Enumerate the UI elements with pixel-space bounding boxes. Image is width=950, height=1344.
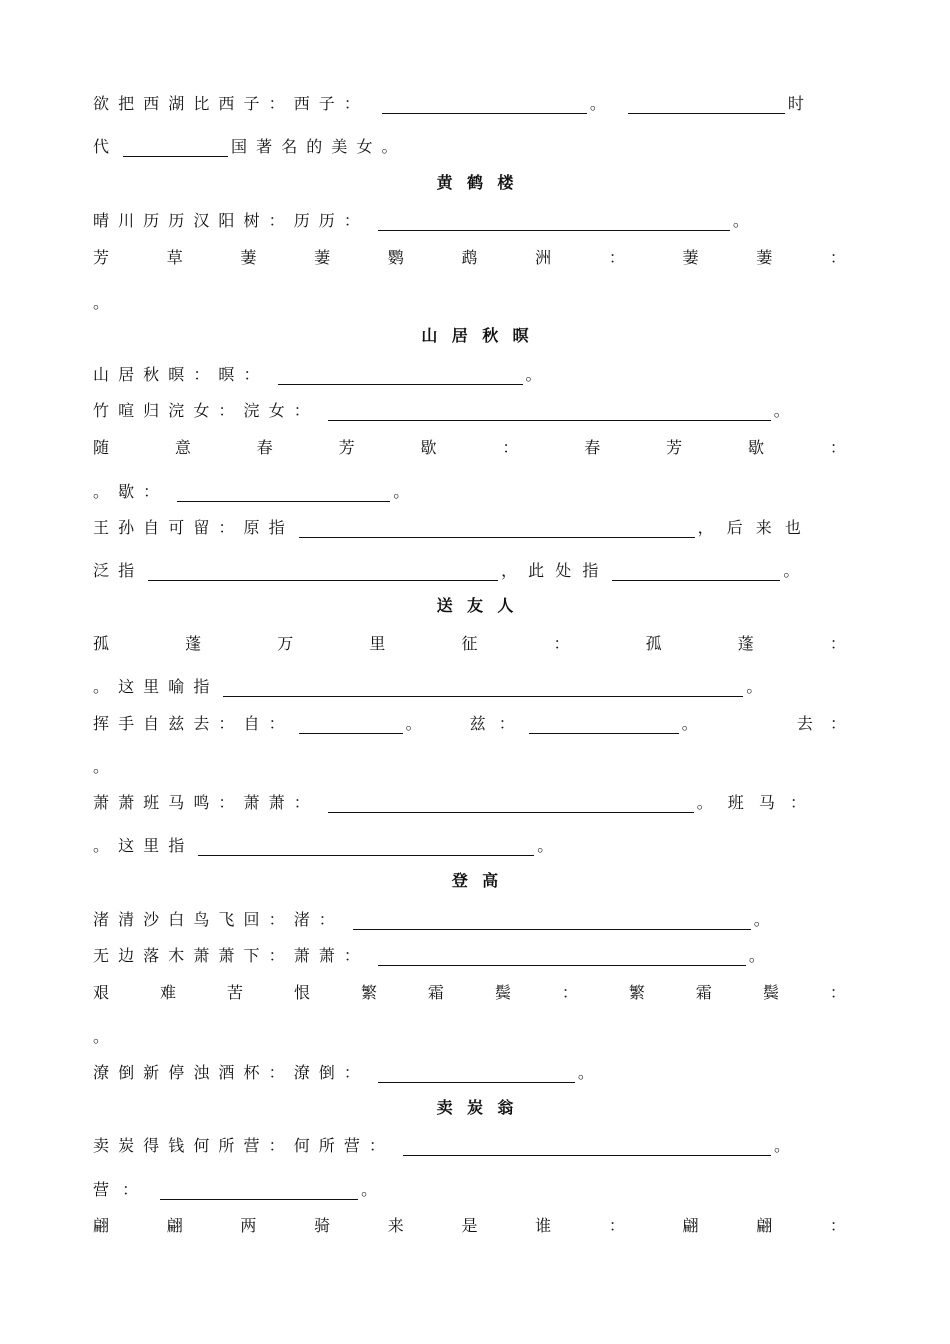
punctuation: 。 [393, 482, 410, 501]
section-title-songyouren: 送友人 [436, 596, 528, 615]
question-char: 蓬 [737, 634, 754, 653]
question-text: 营 ： [93, 1180, 139, 1199]
question-char: 蓬 [185, 634, 202, 653]
question-char: 随 [93, 438, 110, 457]
punctuation: 。 [589, 94, 606, 113]
question-char: 征 [461, 634, 478, 653]
answer-blank[interactable] [160, 1181, 358, 1200]
answer-blank[interactable] [177, 483, 390, 502]
question-text: 。 这 里 喻 指 [93, 677, 210, 696]
punctuation: 。 [93, 1027, 110, 1046]
question-char: ： [561, 983, 578, 1002]
answer-blank[interactable] [328, 402, 771, 421]
question-liaodao [93, 1057, 846, 1083]
question-char: ： [829, 248, 846, 267]
section-title-huanghelou: 黄鹤楼 [436, 173, 528, 192]
question-char: 繁 [628, 983, 645, 1002]
question-char: 繁 [360, 983, 377, 1002]
punctuation: 。 [773, 401, 790, 420]
question-text: 晴 川 历 历 汉 阳 树 ： 历 历 ： [93, 211, 360, 230]
punctuation: 。 [753, 910, 770, 929]
section-title-shanjuqiuming: 山居秋暝 [421, 326, 543, 345]
question-xiaoxiao-banma [93, 787, 846, 813]
punctuation: 。 [537, 836, 554, 855]
question-ming [93, 359, 846, 385]
punctuation: 。 [93, 293, 110, 312]
question-char: 春 [256, 438, 273, 457]
answer-blank[interactable] [612, 562, 780, 581]
question-char: 萋 [756, 248, 773, 267]
punctuation: 。 [783, 561, 800, 580]
answer-blank[interactable] [529, 715, 679, 734]
question-text: 去 ： [796, 714, 846, 733]
question-ying [93, 1174, 846, 1200]
question-char: ： [829, 438, 846, 457]
question-char: 来 [387, 1216, 404, 1235]
section-title-maitanweng: 卖炭翁 [436, 1098, 528, 1117]
punctuation: 。 [525, 365, 542, 384]
question-gupeng-meaning [93, 671, 846, 697]
question-text: 时 [787, 94, 804, 113]
question-char: 翩 [682, 1216, 699, 1235]
question-char: 恨 [293, 983, 310, 1002]
question-char: 孤 [645, 634, 662, 653]
answer-blank[interactable] [382, 95, 587, 114]
question-char: 芳 [93, 248, 110, 267]
question-char: 翩 [93, 1216, 110, 1235]
question-char: 霜 [695, 983, 712, 1002]
question-pianpian [93, 1210, 846, 1236]
question-char: 是 [461, 1216, 478, 1235]
answer-blank[interactable] [148, 562, 498, 581]
question-char: 谁 [535, 1216, 552, 1235]
question-char: 苦 [226, 983, 243, 1002]
question-xiaoxiao-luomu [93, 940, 846, 966]
question-char: 鬓 [494, 983, 511, 1002]
question-zizi-qu [93, 708, 846, 734]
question-char: 翩 [756, 1216, 773, 1235]
question-text: 萧 萧 班 马 鸣 ： 萧 萧 ： [93, 793, 310, 812]
question-text: 。 歇 ： [93, 482, 160, 501]
answer-blank[interactable] [299, 519, 695, 538]
question-text: ， 此 处 指 [501, 561, 599, 580]
question-char: ： [829, 1216, 846, 1235]
question-char: 鬓 [762, 983, 779, 1002]
question-text: 欲 把 西 湖 比 西 子 ： 西 子 ： [93, 94, 360, 113]
question-text: 卖 炭 得 钱 何 所 营 ： 何 所 营 ： [93, 1136, 385, 1155]
question-char: ： [553, 634, 570, 653]
question-char: 歇 [420, 438, 437, 457]
punctuation: 。 [361, 1180, 378, 1199]
answer-blank[interactable] [299, 715, 403, 734]
question-text: 代 [93, 137, 110, 156]
question-char: ： [829, 983, 846, 1002]
question-char: 鹦 [387, 248, 404, 267]
answer-blank[interactable] [123, 138, 228, 157]
question-char: 春 [584, 438, 601, 457]
question-text: 兹 ： [469, 714, 515, 733]
answer-blank[interactable] [278, 366, 523, 385]
answer-blank[interactable] [403, 1137, 771, 1156]
question-char: 歇 [748, 438, 765, 457]
question-qiqi [93, 242, 846, 268]
question-char: ： [829, 634, 846, 653]
question-char: 芳 [666, 438, 683, 457]
question-xie [93, 476, 846, 502]
answer-blank[interactable] [353, 911, 751, 930]
answer-line [93, 751, 846, 777]
answer-blank[interactable] [198, 837, 534, 856]
punctuation: 。 [93, 757, 110, 776]
question-char: 艰 [93, 983, 110, 1002]
question-fanshuangbin [93, 977, 846, 1003]
question-char: 里 [369, 634, 386, 653]
section-title-denggao: 登高 [451, 871, 513, 890]
question-xizi [93, 88, 846, 114]
question-char: 难 [159, 983, 176, 1002]
punctuation: 。 [748, 946, 765, 965]
question-char: 洲 [535, 248, 552, 267]
question-text: 潦 倒 新 停 浊 酒 杯 ： 潦 倒 ： [93, 1063, 360, 1082]
question-text: 国 著 名 的 美 女 。 [231, 137, 398, 156]
question-char: ： [608, 248, 625, 267]
question-lili [93, 205, 846, 231]
question-char: 意 [174, 438, 191, 457]
question-char: 萋 [682, 248, 699, 267]
question-text: 。 班 马 ： [696, 793, 806, 812]
question-char: 萋 [240, 248, 257, 267]
punctuation: 。 [681, 714, 698, 733]
punctuation: 。 [732, 211, 749, 230]
question-zhu [93, 904, 846, 930]
question-char: 霜 [427, 983, 444, 1002]
answer-blank[interactable] [223, 678, 743, 697]
question-text: ， 后 来 也 [697, 518, 801, 537]
punctuation: 。 [405, 714, 422, 733]
answer-blank[interactable] [378, 947, 746, 966]
question-char: ： [608, 1216, 625, 1235]
punctuation: 。 [773, 1136, 790, 1155]
question-char: 草 [166, 248, 183, 267]
question-text: 渚 清 沙 白 鸟 飞 回 ： 渚 ： [93, 910, 335, 929]
answer-blank[interactable] [628, 95, 785, 114]
question-chunfangxie [93, 432, 846, 458]
punctuation: 。 [577, 1063, 594, 1082]
question-text: 竹 喧 归 浣 女 ： 浣 女 ： [93, 401, 310, 420]
answer-line [93, 287, 846, 313]
question-char: 骑 [314, 1216, 331, 1235]
question-gupeng [93, 628, 846, 654]
question-wangsun [93, 512, 846, 538]
question-char: 万 [277, 634, 294, 653]
question-xizi-cont [93, 131, 846, 157]
question-text: 泛 指 [93, 561, 135, 580]
question-text: 挥 手 自 兹 去 ： 自 ： [93, 714, 285, 733]
question-text: 王 孙 自 可 留 ： 原 指 [93, 518, 285, 537]
question-char: ： [502, 438, 519, 457]
question-text: 无 边 落 木 萧 萧 下 ： 萧 萧 ： [93, 946, 360, 965]
question-char: 两 [240, 1216, 257, 1235]
question-banma-meaning [93, 830, 846, 856]
question-char: 翩 [166, 1216, 183, 1235]
answer-blank[interactable] [328, 794, 694, 813]
question-char: 萋 [314, 248, 331, 267]
question-text: 山 居 秋 暝 ： 暝 ： [93, 365, 260, 384]
answer-line [93, 1021, 846, 1047]
question-text: 。 这 里 指 [93, 836, 185, 855]
question-char: 芳 [338, 438, 355, 457]
question-huannv [93, 395, 846, 421]
question-wangsun-cont [93, 555, 846, 581]
question-char: 孤 [93, 634, 110, 653]
answer-blank[interactable] [378, 212, 730, 231]
question-char: 鹉 [461, 248, 478, 267]
answer-blank[interactable] [378, 1064, 575, 1083]
punctuation: 。 [746, 677, 763, 696]
question-hesuoying [93, 1130, 846, 1156]
